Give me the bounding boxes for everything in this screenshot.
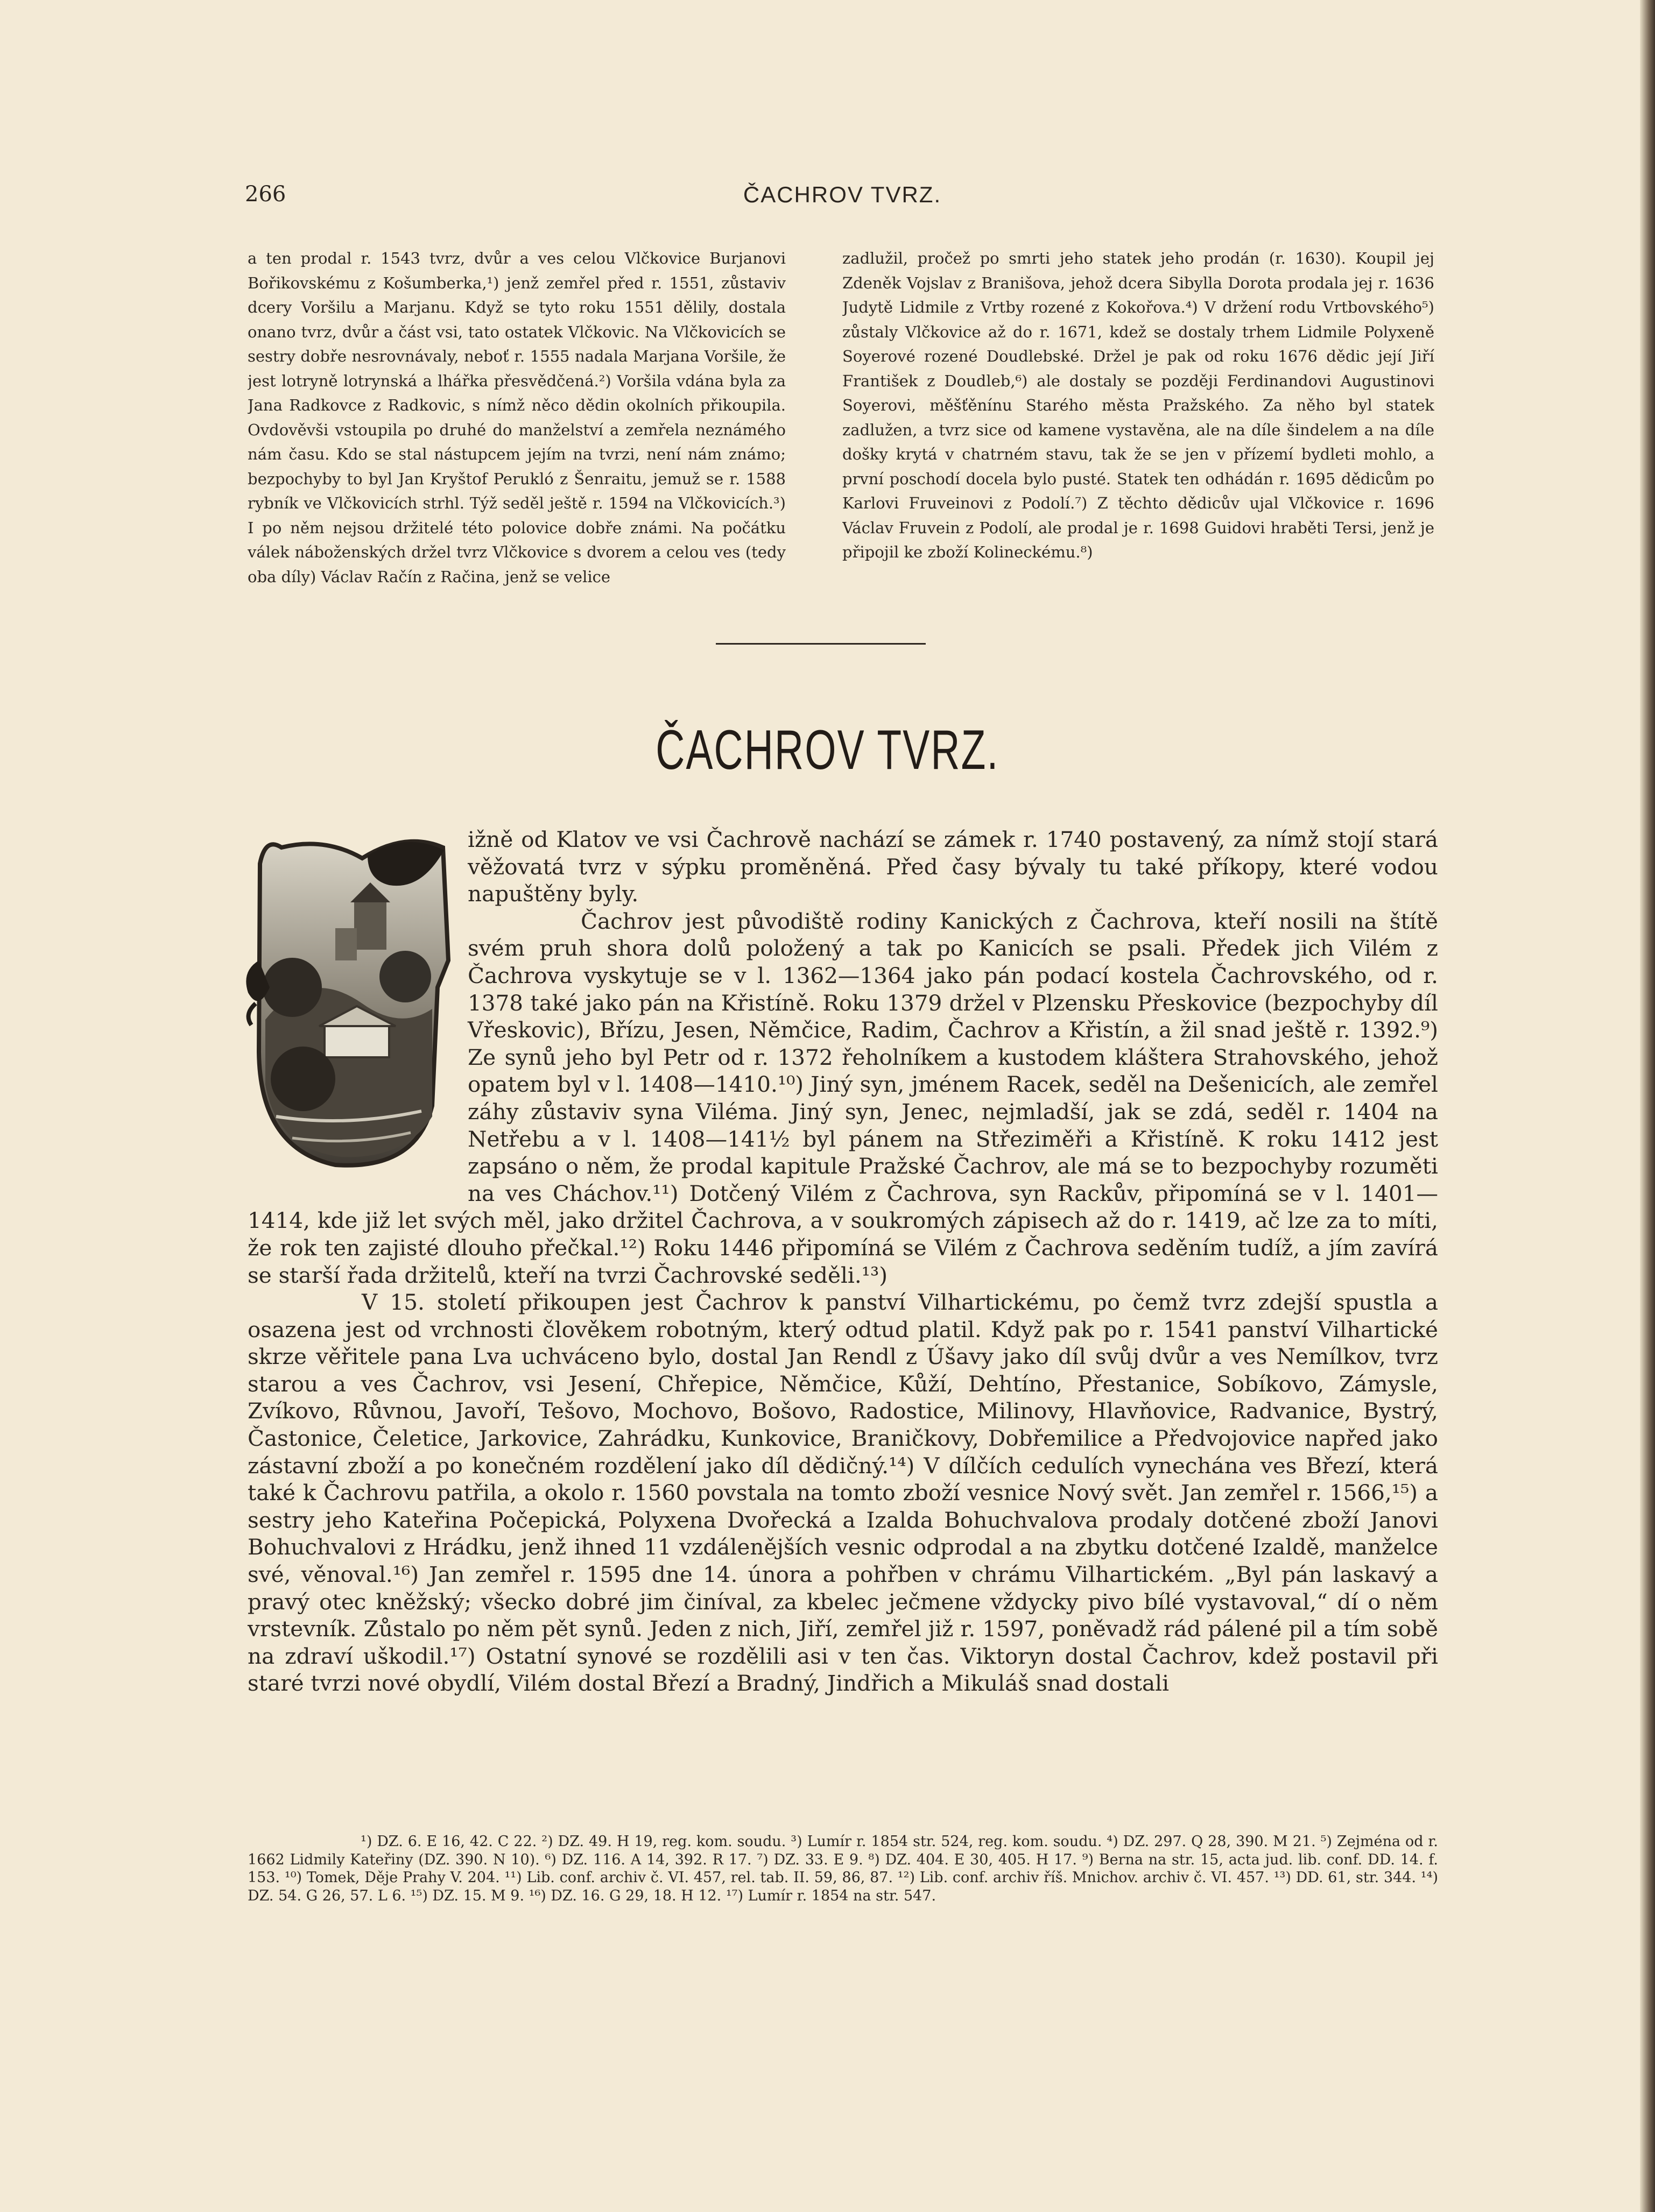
illustrated-initial-j-icon	[244, 826, 455, 1181]
section-divider	[716, 643, 926, 645]
paragraph-3: V 15. století přikoupen jest Čachrov k panství Vilhartickému, po čemž tvrz zdejší spustla a osazena jest od vrchnosti člověkem robotným, který odtud platil. Když pak po r. 1541 panství Vilhartické skrze věřitele pana Lva uchváceno bylo, dostal Jan Rendl z Úšavy jako díl svůj dvůr a ves Nemílkov, tvrz starou a ves Čachrov, vsi Jesení, Chřepice, Němčice, Kůží, Dehtíno, Přestanice, Sobíkovo, Zámysle, Zvíkovo, Růvnou, Javoří, Tešovo, Mochovo, Bošovo, Radostice, Milinovy, Hlavňovice, Radvanice, Bystrý, Častonice, Čeletice, Jarkovice, Zahrádku, Kunkovice, Braničkovy, Dobřemilice a Předvojovice napřed jako zástavní zboží a po konečném rozdělení jako díl dědičný.¹⁴) V dílčích cedulích vynechána ves Březí, která také k Čachrovu patřila, a okolo r. 1560 povstala na tomto zboží vesnice Nový svět. Jan zemřel r. 1566,¹⁵) a sestry jeho Kateřina Počepická, Polyxena Dvořecká a Izalda Bohuchvalova prodaly dotčené zboží Janovi Bohuchvalovi z Hrádku, jenž ihned 11 vzdálenějších vesnic odprodal a na zbytku dotčené Izaldě, manželce své, věnoval.¹⁶) Jan zemřel r. 1595 dne 14. února a pohřben v chrámu Vilhartickém. „Byl pán laskavý a pravý otec kněžský; všecko dobré jim činíval, za kbelec ječmene vždycky pivo bílé vystavoval,“ dí o něm vrstevník. Zůstalo po něm pět synů. Jeden z nich, Jiří, zemřel již r. 1597, poněvadž rád pálené pil a tím sobě na zdraví uškodil.¹⁷) Ostatní synové se rozdělili asi v ten čas. Viktoryn dostal Čachrov, kdež postavil při staré tvrzi nové obydlí, Vilém dostal Březí a Bradný, Jindřich a Mikuláš snad dostali	[248, 1289, 1438, 1697]
running-head	[245, 182, 1440, 220]
previous-chapter-left-text: a ten prodal r. 1543 tvrz, dvůr a ves celou Vlčkovice Burjanovi Bořikovskému z Košumberka,¹) jenž zemřel před r. 1551, zůstaviv dcery Voršilu a Marjanu. Když se tyto roku 1551 dělily, dostala onano tvrz, dvůr a část vsi, tato ostatek Vlčkovic. Na Vlčkovicích se sestry dobře nesrovnávaly, neboť r. 1555 nadala Marjana Voršile, že jest lotryně lotrynská a lhářka přesvědčená.²) Voršila vdána byla za Jana Radkovce z Radkovic, s nímž něco dědin okolních přikoupila. Ovdověvši vstoupila po druhé do manželství a zemřela neznámého nám času. Kdo se stal nástupcem jejím na tvrzi, není nám známo; bezpochyby to byl Jan Kryštof Perukló z Šenraitu, jemuž se r. 1588 rybník ve Vlčkovicích strhl. Týž seděl ještě r. 1594 na Vlčkovicích.³) I po něm nejsou držitelé této polovice dobře známi. Na počátku válek náboženských držel tvrz Vlčkovice s dvorem a celou ves (tedy oba díly) Václav Račín z Račina, jenž se velice	[248, 249, 786, 586]
chapter-title: ČACHROV TVRZ.	[656, 719, 999, 781]
paragraph-2: Čachrov jest původiště rodiny Kanických z Čachrova, kteří nosili na štítě svém pruh shora dolů položený a tak po Kanicích se psali. Předek jich Vilém z Čachrova vyskytuje se v l. 1362—1364 jako pán podací kostela Čachrovského, od r. 1378 také jako pán na Křistíně. Roku 1379 držel v Plzensku Přeskovice (bezpochyby díl Vřeskovic), Břízu, Jesen, Němčice, Radim, Čachrov a Křistín, a žil snad ještě r. 1392.⁹) Ze synů jeho byl Petr od r. 1372 řeholníkem a kustodem kláštera Strahovského, jehož opatem byl v l. 1408—1410.¹⁰) Jiný syn, jménem Racek, seděl na Dešenicích, ale zemřel záhy zůstaviv syna Viléma. Jiný syn, Jenec, nejmladší, jak se zdá, seděl r. 1404 na Netřebu a v l. 1408—141½ byl pánem na Střeziměři a Křistíně. K roku 1412 jest zapsáno o něm, že prodal kapitule Pražské Čachrov, ale má se to bezpochyby rozuměti na ves Cháchov.¹¹) Dotčený Vilém z Čachrova, syn Rackův, připomíná se v l. 1401—1414, kde již let svých měl, jako držitel Čachrova, a v soukromých zápisech až do r. 1419, ač lze za to míti, že rok ten zajisté dlouho přečkal.¹²) Roku 1446 připomíná se Vilém z Čachrova seděním tudíž, a jím zavírá se starší řada držitelů, kteří na tvrzi Čachrovské seděli.¹³)	[248, 908, 1438, 1288]
previous-chapter-left-column	[248, 246, 786, 612]
running-title: ČACHROV TVRZ.	[743, 182, 942, 207]
chapter-body	[248, 826, 1438, 1697]
previous-chapter-right-text: zadlužil, pročež po smrti jeho statek jeho prodán (r. 1630). Koupil jej Zdeněk Vojslav z Branišova, jehož dcera Sibylla Dorota prodala jej r. 1636 Judytě Lidmile z Vrtby rozené z Kokořova.⁴) V držení rodu Vrtbovského⁵) zůstaly Vlčkovice až do r. 1671, kdež se dostaly trhem Lidmile Polyxeně Soyerové rozené Doudlebské. Držel je pak od roku 1676 dědic její Jiří František z Doudleb,⁶) ale dostaly se později Ferdinandovi Augustinovi Soyerovi, měšťěnínu Starého města Pražského. Za něho byl statek zadlužen, a tvrz sice od kamene vystavěna, ale na díle šindelem a na díle došky krytá v chatrném stavu, tak že se jen v přízemí bydleti mohlo, a první poschodí docela bylo pusté. Statek ten odhádán r. 1695 dědicům po Karlovi Fruveinovi z Podolí.⁷) Z těchto dědicův ujal Vlčkovice r. 1696 Václav Fruvein z Podolí, ale prodal je r. 1698 Guidovi hraběti Tersi, jenž je připojil ke zboží Kolineckému.⁸)	[842, 249, 1434, 561]
previous-chapter-right-column	[842, 246, 1434, 612]
page-number: 266	[245, 182, 286, 207]
footnotes: ¹) DZ. 6. E 16, 42. C 22. ²) DZ. 49. H 19, reg. kom. soudu. ³) Lumír r. 1854 str. 524, reg. kom. soudu. ⁴) DZ. 297. Q 28, 390. M 21. ⁵) Zejména od r. 1662 Lidmily Kateřiny (DZ. 390. N 10). ⁶) DZ. 116. A 14, 392. R 17. ⁷) DZ. 33. E 9. ⁸) DZ. 404. E 30, 405. H 17. ⁹) Berna na str. 15, acta jud. lib. conf. DD. 14. f. 153. ¹⁰) Tomek, Děje Prahy V. 204. ¹¹) Lib. conf. archiv č. VI. 457, rel. tab. II. 59, 86, 87. ¹²) Lib. conf. archiv říš. Mnichov. archiv č. VI. 457. ¹³) DD. 61, str. 344. ¹⁴) DZ. 54. G 26, 57. L 6. ¹⁵) DZ. 15. M 9. ¹⁶) DZ. 16. G 29, 18. H 12. ¹⁷) Lumír r. 1854 na str. 547.	[248, 1833, 1438, 1904]
paragraph-1: ižně od Klatov ve vsi Čachrově nachází se zámek r. 1740 postavený, za nímž stojí stará věžovatá tvrz v sýpku proměněná. Před časy bývaly tu také příkopy, které vodou napuštěny byly.	[468, 826, 1438, 907]
